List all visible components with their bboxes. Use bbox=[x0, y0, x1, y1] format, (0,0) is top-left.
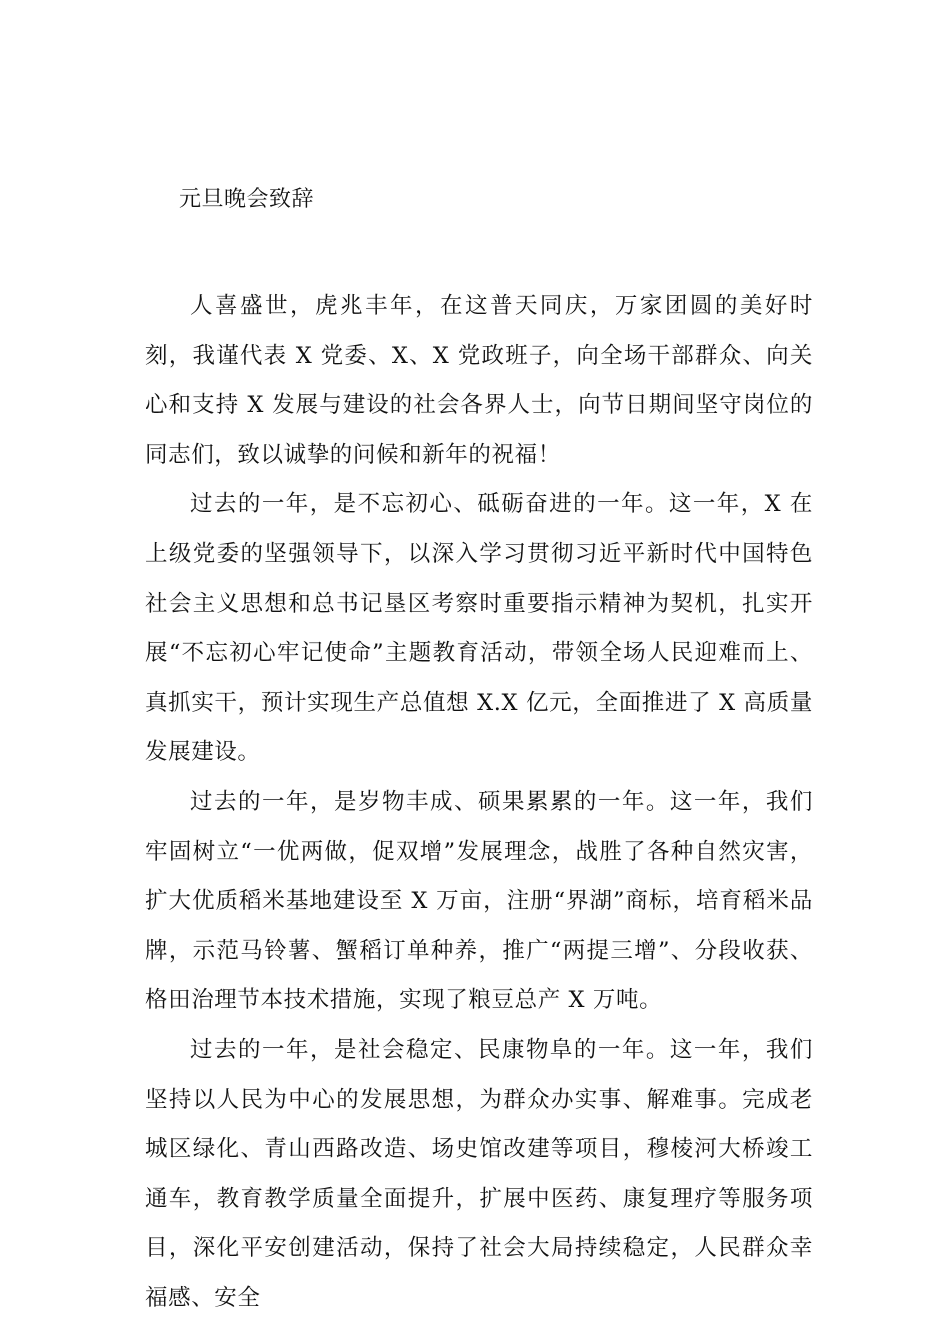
paragraph-greeting: 人喜盛世，虎兆丰年，在这普天同庆，万家团圆的美好时刻，我谨代表 X 党委、X、X 党政班子，向全场干部群众、向关心和支持 X 发展与建设的社会各界人士，向节日期间坚守岗位的同志们，致以诚挚的问候和新年的祝福！ bbox=[145, 293, 813, 468]
paragraph-review-2: 过去的一年，是岁物丰成、硕果累累的一年。这一年，我们牢固树立“一优两做，促双增”发展理念，战胜了各种自然灾害，扩大优质稻米基地建设至 X 万亩，注册“界湖”商标，培育稻米品牌，示范马铃薯、蟹稻订单种养，推广“两提三增”、分段收获、格田治理节本技术措施，实现了粮豆总产 X 万吨。 bbox=[145, 788, 813, 1014]
document-body bbox=[145, 282, 813, 1323]
paragraph-review-3: 过去的一年，是社会稳定、民康物阜的一年。这一年，我们坚持以人民为中心的发展思想，为群众办实事、解难事。完成老城区绿化、青山西路改造、场史馆改建等项目，穆棱河大桥竣工通车，教育教学质量全面提升，扩展中医药、康复理疗等服务项目，深化平安创建活动，保持了社会大局持续稳定，人民群众幸福感、安全 bbox=[145, 1036, 813, 1311]
paragraph-review-1: 过去的一年，是不忘初心、砥砺奋进的一年。这一年，X 在上级党委的坚强领导下，以深入学习贯彻习近平新时代中国特色社会主义思想和总书记垦区考察时重要指示精神为契机，扎实开展“不忘初心牢记使命”主题教育活动，带领全场人民迎难而上、真抓实干，预计实现生产总值想 X.X 亿元，全面推进了 X 高质量发展建设。 bbox=[145, 491, 813, 766]
document-title: 元旦晚会致辞 bbox=[179, 187, 315, 212]
